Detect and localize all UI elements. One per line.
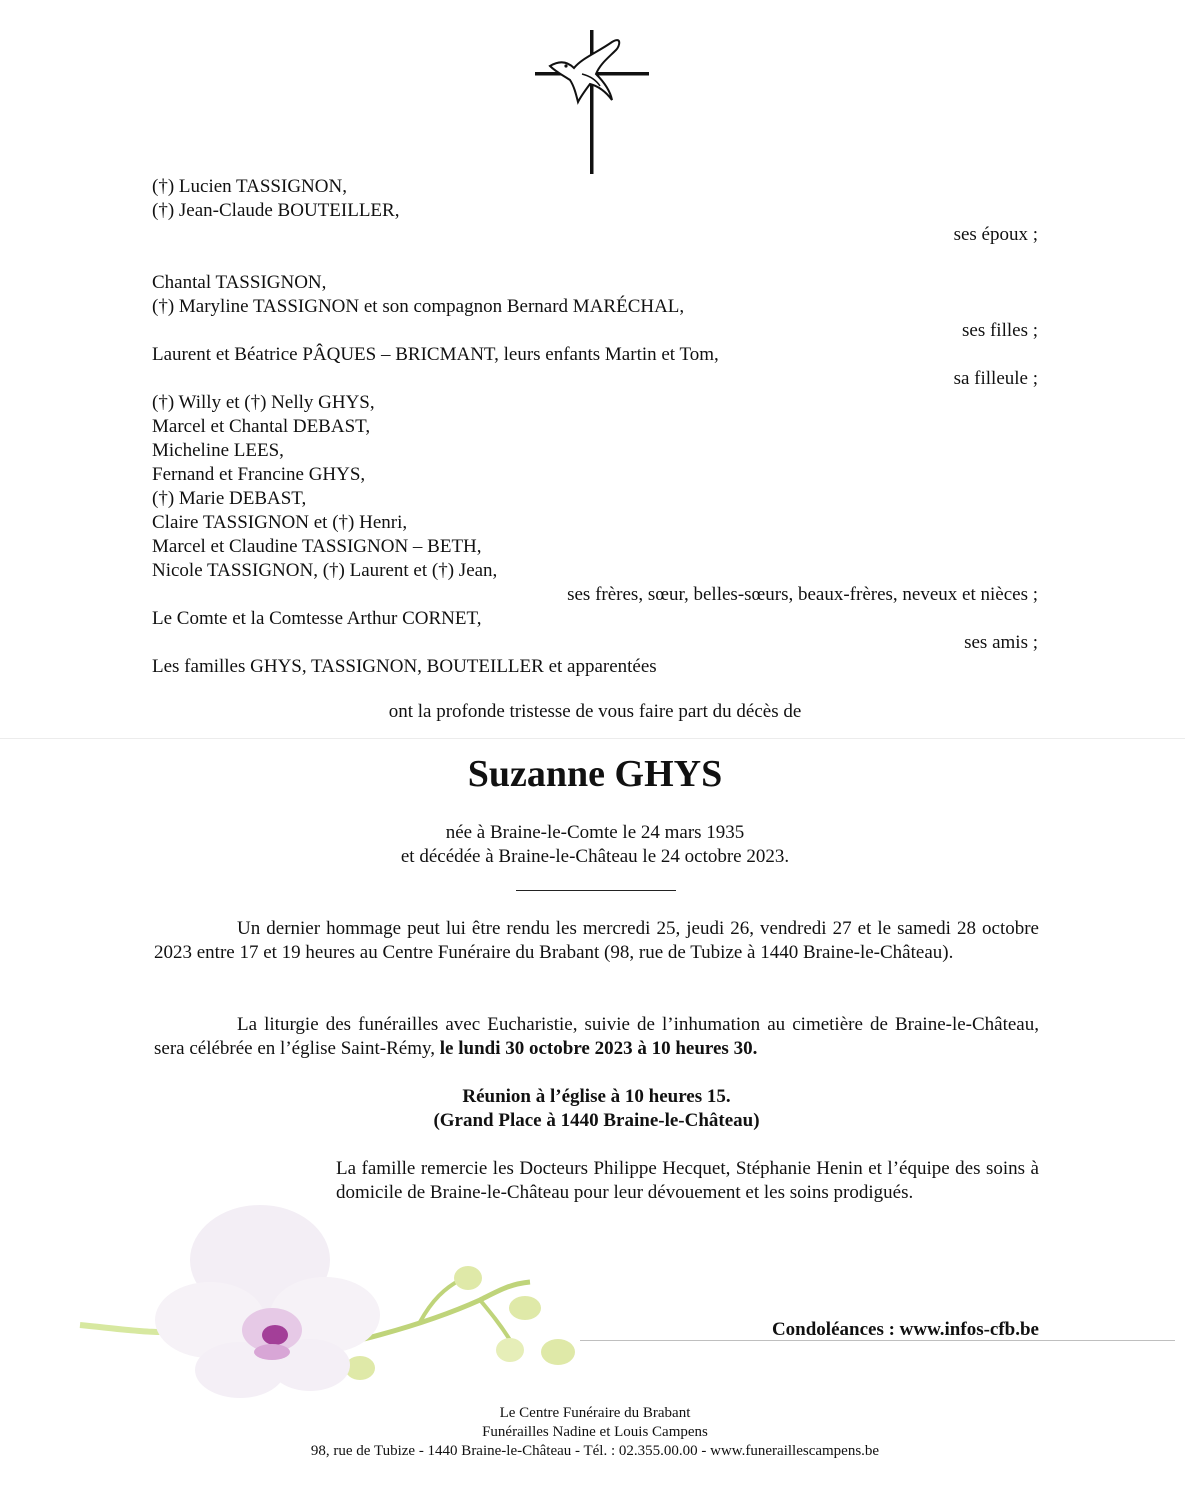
birth-line: née à Braine-le-Comte le 24 mars 1935 — [445, 822, 745, 843]
liturgie-paragraph — [154, 1013, 1039, 1061]
announcement-intro: ont la profonde tristesse de vous faire part du décès de — [388, 701, 802, 722]
condolences-link[interactable]: Condoléances : www.infos-cfb.be — [771, 1319, 1039, 1340]
separator-rule — [516, 890, 676, 891]
relation-label: sa filleule ; — [953, 368, 1038, 389]
liturgie-text: La liturgie des funérailles avec Eucharistie, suivie de l’inhumation au cimetière de Braine-le-Château, sera célébrée en l’église Saint-Rémy, — [154, 1014, 1039, 1059]
meeting-info — [154, 1085, 1039, 1133]
deceased-name: Suzanne GHYS — [467, 753, 723, 795]
family-member-line: Fernand et Francine GHYS, — [152, 464, 366, 485]
family-member-line: Le Comte et la Comtesse Arthur CORNET, — [152, 608, 482, 629]
spacer — [152, 247, 1038, 271]
family-member-line: (†) Jean-Claude BOUTEILLER, — [152, 200, 400, 221]
family-member-line: Nicole TASSIGNON, (†) Laurent et (†) Jean, — [152, 560, 498, 581]
family-list — [152, 175, 1038, 679]
meeting-place: (Grand Place à 1440 Braine-le-Château) — [433, 1110, 760, 1131]
family-member-line: Marcel et Chantal DEBAST, — [152, 416, 371, 437]
birth-death-dates — [152, 821, 1038, 869]
cross-with-dove-icon — [530, 28, 655, 178]
family-member-line: Claire TASSIGNON et (†) Henri, — [152, 512, 408, 533]
relation-label: ses frères, sœur, belles-sœurs, beaux-frères, neveux et nièces ; — [567, 584, 1038, 605]
fold-line — [0, 738, 1185, 739]
meeting-time: Réunion à l’église à 10 heures 15. — [462, 1086, 731, 1107]
orchid-illustration — [60, 1190, 600, 1420]
hommage-paragraph: Un dernier hommage peut lui être rendu les mercredi 25, jeudi 26, vendredi 27 et le samedi 28 octobre 2023 entre 17 et 19 heures au Centre Funéraire du Brabant (98, rue de Tubize à 1440 Braine-le-Château). — [154, 918, 1039, 963]
death-line: et décédée à Braine-le-Château le 24 octobre 2023. — [400, 846, 790, 867]
footer-line-2: Funérailles Nadine et Louis Campens — [482, 1424, 708, 1440]
family-member-line: (†) Lucien TASSIGNON, — [152, 176, 347, 197]
family-member-line: Laurent et Béatrice PÂQUES – BRICMANT, leurs enfants Martin et Tom, — [152, 344, 719, 365]
relation-label: ses amis ; — [964, 632, 1038, 653]
liturgie-date: le lundi 30 octobre 2023 à 10 heures 30. — [439, 1038, 758, 1059]
family-member-line: (†) Maryline TASSIGNON et son compagnon Bernard MARÉCHAL, — [152, 296, 685, 317]
family-member-line: (†) Willy et (†) Nelly GHYS, — [152, 392, 375, 413]
family-member-line: Les familles GHYS, TASSIGNON, BOUTEILLER et apparentées — [152, 656, 657, 677]
family-member-line: (†) Marie DEBAST, — [152, 488, 307, 509]
relation-label: ses filles ; — [962, 320, 1038, 341]
relation-label: ses époux ; — [953, 224, 1038, 245]
footer-line-3: 98, rue de Tubize - 1440 Braine-le-Château - Tél. : 02.355.00.00 - www.funeraillescampens.be — [310, 1443, 880, 1459]
family-member-line: Chantal TASSIGNON, — [152, 272, 327, 293]
thanks-paragraph: La famille remercie les Docteurs Philippe Hecquet, Stéphanie Henin et l’équipe des soins à domicile de Braine-le-Château pour leur dévouement et les soins prodigués. — [336, 1158, 1039, 1203]
condolences-rule — [580, 1340, 1175, 1341]
family-member-line: Marcel et Claudine TASSIGNON – BETH, — [152, 536, 482, 557]
footer-line-1: Le Centre Funéraire du Brabant — [499, 1405, 691, 1421]
funeral-home-footer — [152, 1404, 1038, 1461]
family-member-line: Micheline LEES, — [152, 440, 284, 461]
